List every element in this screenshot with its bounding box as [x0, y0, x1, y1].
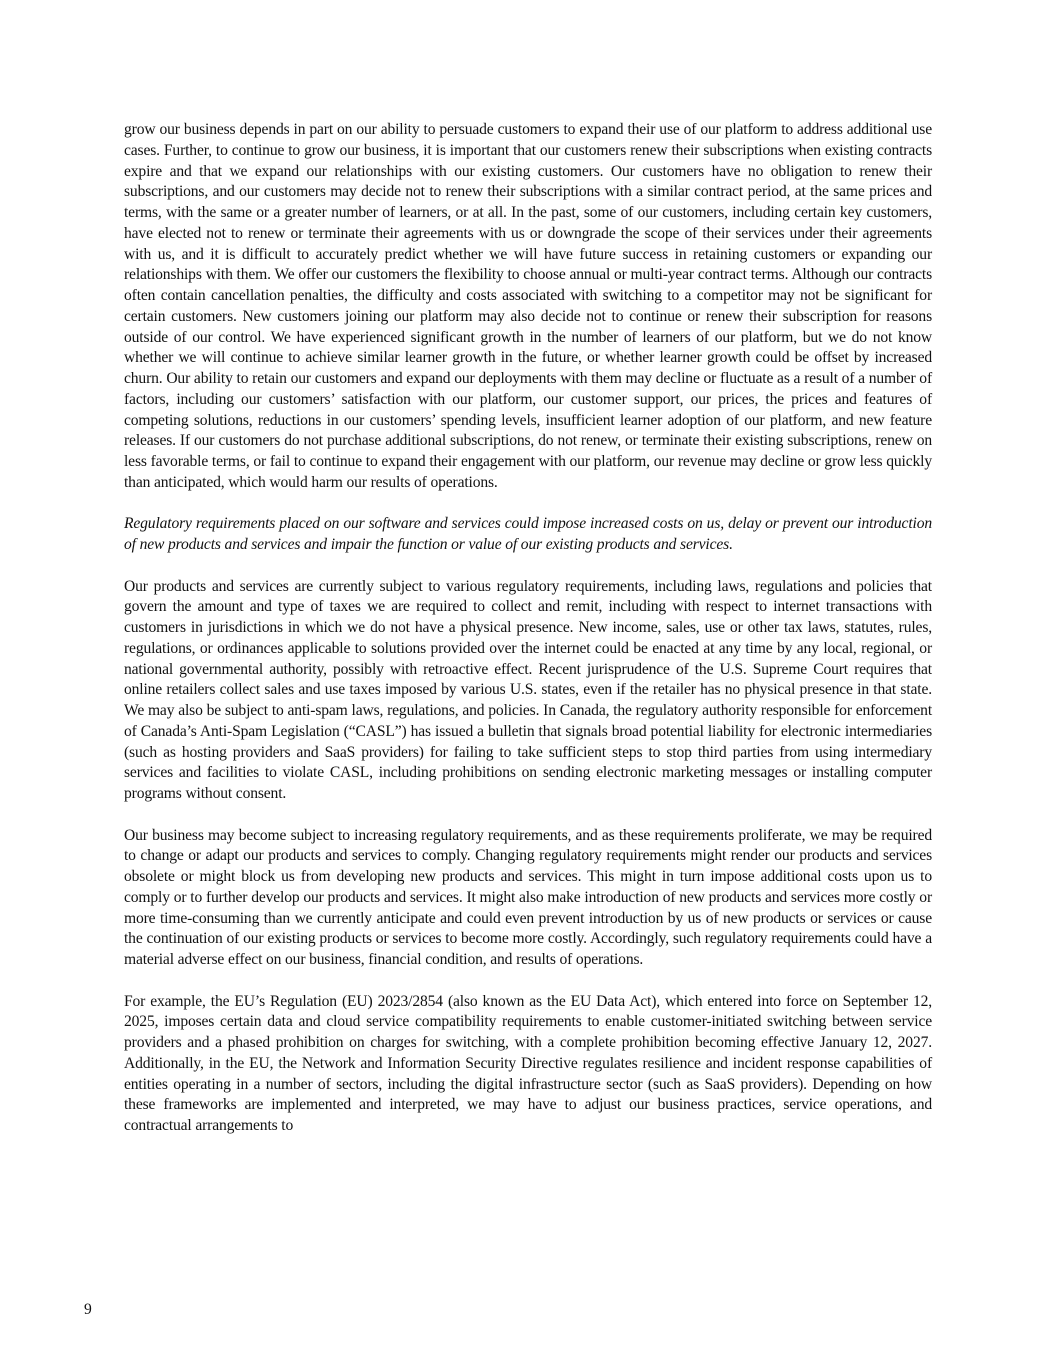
body-paragraph-increasing-regulation: Our business may become subject to increasing regulatory requirements, and as these requirements proliferate, we may be required to change or adapt our products and services to comply. Changing regulatory requirements might render our products and services obsolete or might block us from developing new products and services. This might in turn impose additional costs upon us to comply or to further develop our products and services. It might also make introduction of new products and services more costly or more time-consuming than we currently anticipate and could even prevent introduction by us of new products or services or cause the continuation of our existing products or services to become more costly. Accordingly, such regulatory requirements could have a material adverse effect on our business, financial condition, and results of operations. — [124, 826, 932, 968]
body-paragraph-eu-data-act: For example, the EU’s Regulation (EU) 2023/2854 (also known as the EU Data Act), which entered into force on September 12, 2025, imposes certain data and cloud service compatibility requirements to enable customer-initiated switching between service providers and a phased prohibition on charges for switching, with a complete prohibition becoming effective January 12, 2027. Additionally, in the EU, the Network and Information Security Directive regulates resilience and incident response capabilities of entities operating in a number of sectors, including the digital infrastructure sector (such as SaaS providers). Depending on how these frameworks are implemented and interpreted, we may have to adjust our business practices, service operations, and contractual arrangements to — [124, 992, 932, 1134]
body-paragraph-customer-retention: grow our business depends in part on our ability to persuade customers to expand their use of our platform to address additional use cases. Further, to continue to grow our business, it is important that our customers renew their subscriptions when existing contracts expire and that we expand our relationships with our existing customers. Our customers have no obligation to renew their subscriptions, and our customers may decide not to renew their subscriptions with a similar contract period, at the same prices and terms, with the same or a greater number of learners, or at all. In the past, some of our customers, including certain key customers, have elected not to renew or terminate their agreements with us or downgrade the scope of their services under their agreements with us, and it is difficult to accurately predict whether we will have future success in retaining customers or expanding our relationships with them. We offer our customers the flexibility to choose annual or multi-year contract terms. Although our contracts often contain cancellation penalties, the difficulty and costs associated with switching to a competitor may not be significant for certain customers. New customers joining our platform may also decide not to continue or renew their subscription for reasons outside of our control. We have experienced significant growth in the number of learners of our platform, but we do not know whether we will continue to achieve similar learner growth in the future, or whether learner growth could be offset by increased churn. Our ability to retain our customers and expand our deployments with them may decline or fluctuate as a result of a number of factors, including our customers’ satisfaction with our platform, our customer support, our prices, the prices and features of competing solutions, reductions in our customers’ spending levels, insufficient learner adoption of our platform, and new feature releases. If our customers do not purchase additional subscriptions, do not renew, or terminate their existing subscriptions, renew on less favorable terms, or fail to continue to expand their engagement with our platform, our revenue may decline or grow less quickly than anticipated, which would harm our results of operations. — [124, 121, 932, 491]
risk-factor-heading-regulatory: Regulatory requirements placed on our software and services could impose increased costs on us, delay or prevent our introduction of new products and services and impair the function or value of our existing products and services. — [124, 515, 932, 553]
body-paragraph-tax-and-anti-spam: Our products and services are currently subject to various regulatory requirements, including laws, regulations and policies that govern the amount and type of taxes we are required to collect and remit, including with respect to internet transactions with customers in jurisdictions in which we do not have a physical presence. New income, sales, use or other tax laws, statutes, rules, regulations, or ordinances applicable to solutions provided over the internet could be enacted at any time by any local, regional, or national governmental authority, possibly with retroactive effect. Recent jurisprudence of the U.S. Supreme Court requires that online retailers collect sales and use taxes imposed by various U.S. states, even if the retailer has no physical presence in that state. We may also be subject to anti-spam laws, regulations, and policies. In Canada, the regulatory authority responsible for enforcement of Canada’s Anti-Spam Legislation (“CASL”) has issued a bulletin that signals broad potential liability for electronic intermediaries (such as hosting providers and SaaS providers) for failing to take sufficient steps to stop third parties from using intermediary services and facilities to violate CASL, including prohibitions on sending electronic marketing messages or installing computer programs without consent. — [124, 577, 932, 802]
document-page — [124, 120, 932, 1137]
page-number: 9 — [84, 1301, 92, 1318]
